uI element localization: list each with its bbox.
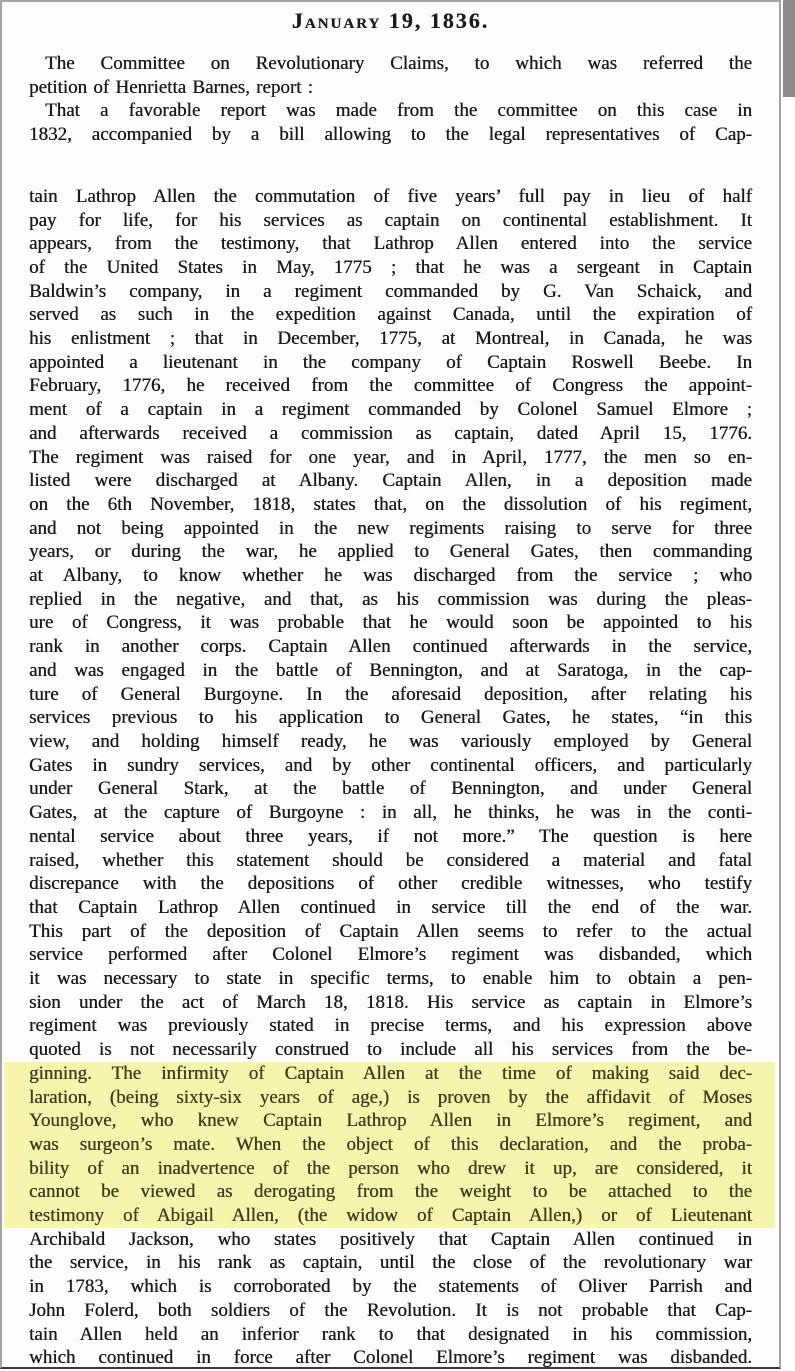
report-text [29,52,752,1370]
highlighted-text-line: bility of an inadvertence of the person who drew it up, are considered, it [29,1157,752,1179]
text-line: pay for life, for his services as captain on continental establishment. It [29,209,752,231]
text-line: nental service about three years, if not more.” The question is here [29,825,752,847]
text-line: 1832, accompanied by a bill allowing to the legal representatives of Cap- [29,124,752,146]
text-line: tain Allen held an inferior rank to that designated in his commission, [29,1323,752,1345]
highlight-region [4,1062,775,1228]
text-line: years, or during the war, he applied to General Gates, then commanding [29,541,752,563]
text-line: replied in the negative, and that, as his commission was during the pleas- [29,588,752,610]
text-line: Archibald Jackson, who states positively that Captain Allen continued in [29,1228,752,1250]
text-line: listed were discharged at Albany. Captain Allen, in a deposition made [29,470,752,492]
text-line: quoted is not necessarily construed to include all his services from the be- [29,1039,752,1061]
text-line: appears, from the testimony, that Lathrop Allen entered into the service [29,233,752,255]
text-line: ure of Congress, it was probable that he would soon be appointed to his [29,612,752,634]
scrollbar-thumb[interactable] [783,0,795,97]
text-line: The regiment was raised for one year, and in April, 1777, the men so en- [29,446,752,468]
text-line: Gates, at the capture of Burgoyne : in all, he thinks, he was in the conti- [29,802,752,824]
text-line: Baldwin’s company, in a regiment commanded by G. Van Schaick, and [29,280,752,302]
text-line: served as such in the expedition against Canada, until the expiration of [29,304,752,326]
text-line: on the 6th November, 1818, states that, on the dissolution of his regiment, [29,493,752,515]
text-line: discrepance with the depositions of other credible witnesses, who testify [29,873,752,895]
paragraph-block [29,185,752,1370]
highlighted-text-line: cannot be viewed as derogating from the weight to be attached to the [29,1181,752,1203]
text-line: and was engaged in the battle of Bennington, and at Saratoga, in the cap- [29,659,752,681]
text-line: in 1783, which is corroborated by the statements of Oliver Parrish and [29,1276,752,1298]
text-line: service performed after Colonel Elmore’s regiment was disbanded, which [29,944,752,966]
date-heading: January 19, 1836. [291,8,490,33]
text-line: which continued in force after Colonel Elmore’s regiment was disbanded. [29,1347,752,1369]
text-line: February, 1776, he received from the committee of Congress the appoint- [29,375,752,397]
text-line: and not being appointed in the new regiments raising to serve for three [29,517,752,539]
text-line: raised, whether this statement should be considered a material and fatal [29,849,752,871]
text-line: services previous to his application to General Gates, he states, “in this [29,707,752,729]
highlighted-text-line: testimony of Abigail Allen, (the widow of Captain Allen,) or of Lieutenant [29,1205,752,1227]
text-line: at Albany, to know whether he was discharged from the service ; who [29,565,752,587]
text-line: tain Lathrop Allen the commutation of five years’ full pay in lieu of half [29,185,752,207]
highlighted-text-line: ginning. The infirmity of Captain Allen at the time of making said dec- [29,1062,752,1084]
text-line: Gates in sundry services, and by other continental officers, and particularly [29,754,752,776]
text-line: rank in another corps. Captain Allen continued afterwards in the service, [29,636,752,658]
highlighted-text-line: Younglove, who knew Captain Lathrop Allen in Elmore’s regiment, and [29,1110,752,1132]
text-line: it was necessary to state in specific terms, to enable him to obtain a pen- [29,968,752,990]
scrollbar[interactable] [783,0,795,1371]
text-line: sion under the act of March 18, 1818. His service as captain in Elmore’s [29,991,752,1013]
text-line: of the United States in May, 1775 ; that he was a sergeant in Captain [29,256,752,278]
text-line: That a favorable report was made from the committee on this case in [45,100,752,122]
text-line: under General Stark, at the battle of Bennington, and under General [29,778,752,800]
text-line: ment of a captain in a regiment commanded by Colonel Samuel Elmore ; [29,399,752,421]
text-line: regiment was previously stated in precise terms, and his expression above [29,1015,752,1037]
text-line: The Committee on Revolutionary Claims, to which was referred the [45,53,752,74]
text-line: ture of General Burgoyne. In the aforesaid deposition, after relating his [29,683,752,705]
paragraph-block [29,52,752,147]
highlighted-text-line: laration, (being sixty-six years of age,) is proven by the affidavit of Moses [29,1086,752,1108]
text-line: petition of Henrietta Barnes, report : [29,76,313,98]
text-line: that Captain Lathrop Allen continued in service till the end of the war. [29,896,752,918]
text-line: John Folerd, both soldiers of the Revolution. It is not probable that Cap- [29,1299,752,1321]
text-line: and afterwards received a commission as captain, dated April 15, 1776. [29,422,752,444]
text-line: view, and holding himself ready, he was variously employed by General [29,730,752,752]
text-line: appointed a lieutenant in the company of Captain Roswell Beebe. In [29,351,752,373]
text-line: his enlistment ; that in December, 1775, at Montreal, in Canada, he was [29,328,752,350]
highlighted-text-line: was surgeon’s mate. When the object of this declaration, and the proba- [29,1133,752,1155]
text-line: the service, in his rank as captain, until the close of the revolutionary war [29,1252,752,1274]
text-line: This part of the deposition of Captain Allen seems to refer to the actual [29,920,752,942]
